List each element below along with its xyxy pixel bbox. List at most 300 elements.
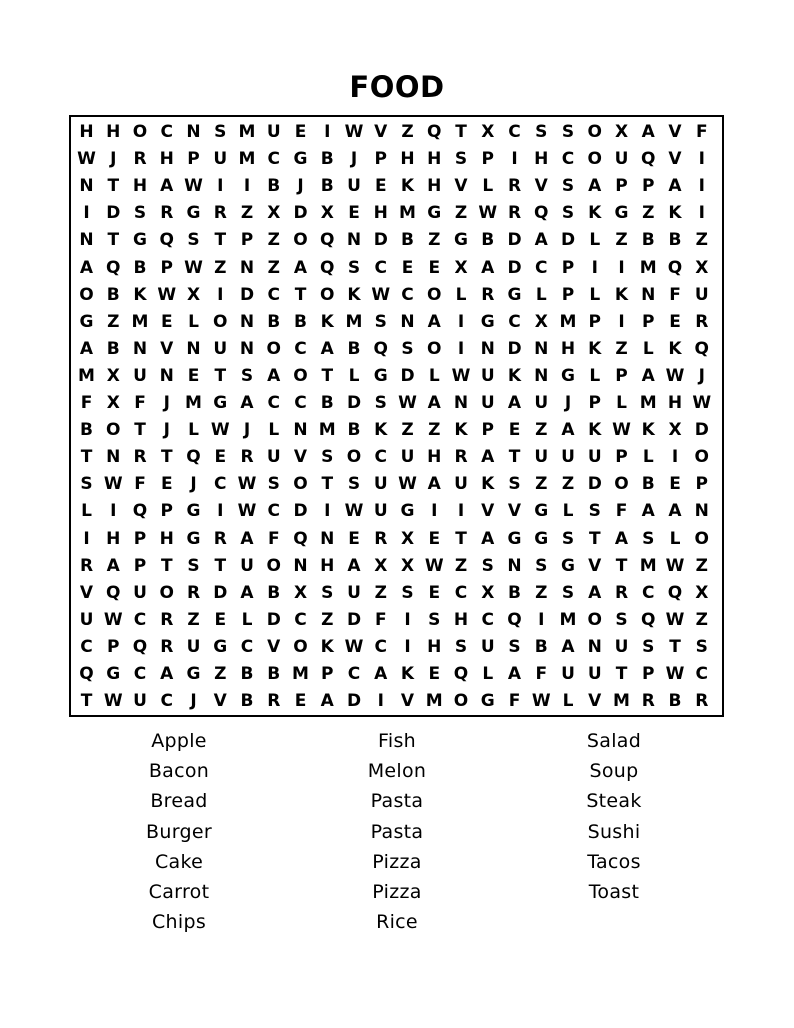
grid-letter[interactable]: U — [480, 393, 495, 413]
grid-letter[interactable]: I — [324, 122, 331, 142]
grid-letter[interactable]: O — [266, 338, 281, 359]
grid-letter[interactable]: A — [481, 257, 495, 278]
grid-letter[interactable]: E — [348, 528, 360, 549]
grid-letter[interactable]: Z — [267, 230, 280, 251]
grid-letter[interactable]: G — [427, 203, 442, 224]
grid-letter[interactable]: F — [134, 393, 146, 413]
grid-letter[interactable]: K — [400, 176, 415, 197]
grid-letter[interactable]: B — [668, 230, 682, 251]
grid-letter[interactable]: S — [561, 203, 575, 224]
grid-letter[interactable]: Z — [615, 230, 628, 251]
grid-letter[interactable]: A — [240, 528, 254, 549]
grid-letter[interactable]: U — [186, 636, 201, 657]
grid-letter[interactable]: U — [480, 636, 495, 657]
grid-letter[interactable]: B — [80, 420, 93, 441]
grid-letter[interactable]: Z — [107, 311, 120, 332]
grid-letter[interactable]: E — [160, 474, 173, 495]
grid-letter[interactable]: U — [694, 284, 709, 305]
grid-letter[interactable]: Z — [428, 420, 441, 441]
grid-letter[interactable]: D — [560, 230, 576, 251]
grid-letter[interactable]: O — [293, 230, 308, 251]
grid-letter[interactable]: Q — [79, 664, 94, 684]
grid-letter[interactable]: A — [507, 393, 522, 413]
grid-letter[interactable]: B — [320, 393, 334, 413]
grid-letter[interactable]: O — [694, 447, 709, 468]
grid-letter[interactable]: M — [292, 664, 309, 684]
grid-letter[interactable]: B — [106, 284, 120, 305]
grid-letter[interactable]: E — [294, 122, 307, 142]
grid-letter[interactable]: Z — [214, 664, 227, 684]
grid-letter[interactable]: Z — [535, 474, 548, 495]
grid-letter[interactable]: G — [373, 365, 388, 386]
grid-letter[interactable]: C — [267, 393, 280, 413]
grid-letter[interactable]: A — [481, 528, 495, 549]
grid-letter[interactable]: S — [508, 636, 521, 657]
grid-letter[interactable]: R — [507, 203, 522, 224]
grid-letter[interactable]: E — [348, 203, 360, 224]
grid-letter[interactable]: W — [692, 393, 712, 413]
grid-letter[interactable]: N — [346, 230, 362, 251]
grid-letter[interactable]: D — [266, 609, 281, 630]
grid-letter[interactable]: I — [511, 149, 518, 170]
grid-letter[interactable]: P — [642, 664, 655, 684]
grid-letter[interactable]: L — [81, 501, 92, 522]
grid-letter[interactable]: V — [454, 176, 468, 197]
grid-letter[interactable]: K — [347, 284, 361, 305]
grid-letter[interactable]: O — [293, 365, 308, 386]
grid-letter[interactable]: S — [615, 609, 628, 630]
grid-letter[interactable]: G — [561, 555, 575, 576]
grid-letter[interactable]: R — [213, 203, 227, 224]
grid-letter[interactable]: X — [454, 257, 468, 278]
grid-letter[interactable]: O — [346, 447, 362, 468]
grid-letter[interactable]: D — [400, 365, 415, 386]
grid-letter[interactable]: C — [561, 149, 575, 170]
grid-letter[interactable]: P — [561, 257, 575, 278]
grid-letter[interactable]: V — [588, 555, 602, 576]
grid-letter[interactable]: O — [293, 636, 308, 657]
grid-letter[interactable]: Z — [187, 609, 200, 630]
grid-letter[interactable]: D — [694, 420, 709, 441]
grid-letter[interactable]: D — [373, 230, 388, 251]
grid-letter[interactable]: L — [535, 284, 547, 305]
grid-letter[interactable]: S — [535, 122, 548, 142]
grid-letter[interactable]: I — [618, 311, 625, 332]
grid-letter[interactable]: Q — [507, 609, 522, 630]
grid-letter[interactable]: P — [481, 149, 494, 170]
grid-letter[interactable]: B — [267, 664, 281, 684]
grid-letter[interactable]: B — [267, 311, 281, 332]
grid-letter[interactable]: S — [374, 393, 387, 413]
grid-letter[interactable]: X — [106, 393, 120, 413]
grid-letter[interactable]: S — [481, 555, 494, 576]
grid-letter[interactable]: G — [133, 230, 147, 251]
grid-letter[interactable]: U — [133, 691, 147, 712]
grid-letter[interactable]: E — [669, 311, 681, 332]
grid-letter[interactable]: L — [428, 365, 440, 386]
grid-letter[interactable]: D — [346, 393, 362, 413]
grid-letter[interactable]: R — [454, 447, 468, 468]
grid-letter[interactable]: X — [668, 420, 682, 441]
grid-letter[interactable]: M — [238, 149, 256, 170]
grid-letter[interactable]: Q — [132, 636, 148, 657]
grid-letter[interactable]: W — [531, 691, 551, 712]
grid-letter[interactable]: A — [79, 257, 94, 278]
grid-letter[interactable]: U — [347, 176, 361, 197]
grid-letter[interactable]: U — [480, 365, 495, 386]
grid-letter[interactable]: P — [561, 284, 575, 305]
grid-letter[interactable]: X — [374, 555, 388, 576]
grid-letter[interactable]: X — [186, 284, 201, 305]
grid-letter[interactable]: H — [159, 528, 174, 549]
grid-letter[interactable]: R — [695, 311, 709, 332]
grid-letter[interactable]: A — [240, 582, 254, 603]
grid-letter[interactable]: R — [507, 176, 522, 197]
grid-letter[interactable]: W — [371, 284, 391, 305]
grid-letter[interactable]: J — [297, 176, 304, 197]
grid-letter[interactable]: X — [106, 365, 120, 386]
grid-letter[interactable]: S — [374, 311, 387, 332]
grid-letter[interactable]: Z — [401, 122, 414, 142]
grid-letter[interactable]: W — [210, 420, 230, 441]
grid-letter[interactable]: J — [350, 149, 358, 170]
grid-letter[interactable]: R — [213, 528, 227, 549]
grid-letter[interactable]: H — [159, 149, 174, 170]
grid-letter[interactable]: A — [534, 230, 548, 251]
grid-letter[interactable]: A — [641, 122, 655, 142]
grid-letter[interactable]: B — [347, 420, 361, 441]
grid-letter[interactable]: K — [668, 338, 682, 359]
grid-letter[interactable]: D — [587, 474, 602, 495]
grid-letter[interactable]: O — [587, 609, 602, 630]
grid-letter[interactable]: H — [427, 636, 442, 657]
grid-letter[interactable]: Z — [454, 203, 468, 224]
grid-letter[interactable]: E — [214, 447, 227, 468]
grid-letter[interactable]: A — [240, 393, 254, 413]
grid-letter[interactable]: U — [454, 474, 468, 495]
grid-letter[interactable]: H — [534, 149, 549, 170]
grid-letter[interactable]: P — [321, 664, 334, 684]
grid-letter[interactable]: L — [268, 420, 280, 441]
grid-letter[interactable]: C — [481, 609, 494, 630]
grid-letter[interactable]: W — [665, 664, 685, 684]
grid-letter[interactable]: I — [324, 501, 331, 522]
grid-letter[interactable]: S — [133, 203, 147, 224]
grid-letter[interactable]: F — [669, 284, 681, 305]
grid-letter[interactable]: B — [641, 474, 655, 495]
grid-letter[interactable]: X — [481, 122, 495, 142]
grid-letter[interactable]: N — [132, 338, 148, 359]
grid-letter[interactable]: M — [613, 691, 630, 712]
grid-letter[interactable]: P — [240, 230, 254, 251]
grid-letter[interactable]: P — [187, 149, 200, 170]
grid-letter[interactable]: S — [508, 474, 521, 495]
grid-letter[interactable]: Q — [427, 122, 442, 142]
grid-letter[interactable]: U — [400, 447, 415, 468]
grid-letter[interactable]: H — [320, 555, 335, 576]
grid-letter[interactable]: D — [507, 338, 522, 359]
grid-letter[interactable]: E — [374, 176, 387, 197]
grid-letter[interactable]: R — [374, 528, 388, 549]
grid-letter[interactable]: J — [564, 393, 572, 413]
grid-letter[interactable]: Q — [694, 338, 709, 359]
grid-letter[interactable]: A — [588, 176, 602, 197]
grid-letter[interactable]: A — [561, 636, 575, 657]
grid-letter[interactable]: G — [454, 230, 468, 251]
grid-letter[interactable]: C — [294, 338, 307, 359]
grid-letter[interactable]: P — [160, 501, 173, 522]
grid-letter[interactable]: T — [107, 176, 120, 197]
grid-letter[interactable]: U — [240, 555, 254, 576]
grid-letter[interactable]: W — [478, 203, 498, 224]
grid-letter[interactable]: U — [133, 365, 147, 386]
grid-letter[interactable]: T — [214, 230, 227, 251]
grid-letter[interactable]: Q — [320, 257, 335, 278]
grid-letter[interactable]: C — [160, 691, 173, 712]
grid-letter[interactable]: O — [587, 122, 602, 142]
grid-letter[interactable]: P — [374, 149, 387, 170]
grid-letter[interactable]: U — [614, 149, 629, 170]
grid-letter[interactable]: Z — [401, 420, 414, 441]
grid-letter[interactable]: I — [538, 609, 545, 630]
grid-letter[interactable]: V — [160, 338, 174, 359]
grid-letter[interactable]: Q — [453, 664, 469, 684]
grid-letter[interactable]: G — [186, 501, 201, 522]
grid-letter[interactable]: C — [294, 393, 307, 413]
grid-letter[interactable]: I — [698, 176, 705, 197]
grid-letter[interactable]: A — [160, 176, 174, 197]
grid-letter[interactable]: W — [451, 365, 471, 386]
grid-letter[interactable]: C — [508, 122, 521, 142]
grid-letter[interactable]: T — [107, 230, 120, 251]
grid-letter[interactable]: R — [267, 691, 281, 712]
grid-letter[interactable]: E — [428, 528, 441, 549]
grid-letter[interactable]: Q — [106, 582, 121, 603]
grid-letter[interactable]: U — [534, 447, 549, 468]
grid-letter[interactable]: S — [347, 257, 361, 278]
grid-letter[interactable]: F — [374, 609, 387, 630]
grid-letter[interactable]: S — [401, 338, 414, 359]
grid-letter[interactable]: U — [266, 447, 281, 468]
grid-letter[interactable]: R — [481, 284, 495, 305]
grid-letter[interactable]: C — [454, 582, 468, 603]
grid-letter[interactable]: X — [400, 555, 415, 576]
grid-letter[interactable]: S — [454, 149, 468, 170]
grid-letter[interactable]: O — [694, 528, 709, 549]
grid-letter[interactable]: T — [321, 474, 334, 495]
grid-letter[interactable]: H — [667, 393, 683, 413]
grid-letter[interactable]: I — [217, 176, 224, 197]
grid-letter[interactable]: M — [639, 555, 657, 576]
grid-letter[interactable]: Q — [667, 582, 683, 603]
grid-letter[interactable]: N — [641, 284, 656, 305]
grid-letter[interactable]: V — [668, 149, 682, 170]
grid-letter[interactable]: E — [160, 311, 173, 332]
grid-letter[interactable]: R — [160, 609, 174, 630]
grid-letter[interactable]: U — [266, 122, 281, 142]
grid-letter[interactable]: X — [400, 528, 415, 549]
grid-letter[interactable]: F — [695, 122, 708, 142]
grid-letter[interactable]: U — [561, 664, 575, 684]
grid-letter[interactable]: W — [665, 555, 685, 576]
grid-letter[interactable]: U — [213, 338, 228, 359]
grid-letter[interactable]: N — [293, 555, 308, 576]
grid-letter[interactable]: K — [454, 420, 468, 441]
grid-letter[interactable]: V — [481, 501, 495, 522]
grid-letter[interactable]: B — [401, 230, 414, 251]
grid-letter[interactable]: G — [293, 149, 308, 170]
grid-letter[interactable]: L — [562, 691, 574, 712]
grid-letter[interactable]: V — [534, 176, 548, 197]
grid-letter[interactable]: T — [214, 365, 227, 386]
grid-letter[interactable]: O — [614, 474, 629, 495]
grid-letter[interactable]: H — [427, 176, 442, 197]
grid-letter[interactable]: Q — [667, 257, 683, 278]
grid-letter[interactable]: O — [453, 691, 469, 712]
grid-letter[interactable]: E — [508, 420, 521, 441]
grid-letter[interactable]: J — [163, 420, 170, 441]
grid-letter[interactable]: Z — [374, 582, 387, 603]
grid-letter[interactable]: T — [80, 691, 93, 712]
grid-letter[interactable]: F — [535, 664, 548, 684]
grid-letter[interactable]: T — [160, 555, 173, 576]
grid-letter[interactable]: I — [243, 176, 251, 197]
grid-letter[interactable]: P — [642, 311, 655, 332]
grid-letter[interactable]: L — [589, 230, 601, 251]
grid-letter[interactable]: K — [641, 420, 655, 441]
grid-letter[interactable]: I — [457, 311, 465, 332]
grid-letter[interactable]: W — [103, 691, 123, 712]
grid-letter[interactable]: B — [668, 691, 682, 712]
grid-letter[interactable]: K — [400, 664, 415, 684]
grid-letter[interactable]: L — [188, 311, 199, 332]
grid-letter[interactable]: Q — [534, 203, 549, 224]
grid-letter[interactable]: C — [267, 149, 280, 170]
grid-letter[interactable]: H — [106, 122, 121, 142]
grid-letter[interactable]: K — [374, 420, 388, 441]
grid-letter[interactable]: X — [320, 203, 334, 224]
grid-letter[interactable]: N — [293, 420, 308, 441]
grid-letter[interactable]: J — [243, 420, 251, 441]
grid-letter[interactable]: N — [453, 393, 469, 413]
grid-letter[interactable]: Z — [535, 582, 548, 603]
grid-letter[interactable]: P — [642, 176, 655, 197]
grid-letter[interactable]: T — [214, 555, 227, 576]
grid-letter[interactable]: L — [241, 609, 253, 630]
grid-letter[interactable]: P — [615, 365, 628, 386]
grid-letter[interactable]: P — [615, 176, 628, 197]
grid-letter[interactable]: M — [559, 311, 577, 332]
grid-letter[interactable]: C — [214, 474, 227, 495]
grid-letter[interactable]: P — [133, 528, 147, 549]
grid-letter[interactable]: C — [133, 664, 147, 684]
grid-letter[interactable]: W — [103, 474, 123, 495]
grid-letter[interactable]: H — [400, 149, 415, 170]
grid-letter[interactable]: V — [267, 636, 281, 657]
grid-letter[interactable]: N — [79, 230, 94, 251]
grid-letter[interactable]: H — [560, 338, 576, 359]
grid-letter[interactable]: V — [79, 582, 94, 603]
grid-letter[interactable]: M — [399, 203, 416, 224]
grid-letter[interactable]: A — [320, 691, 334, 712]
grid-letter[interactable]: H — [132, 176, 148, 197]
grid-letter[interactable]: X — [293, 582, 308, 603]
grid-letter[interactable]: Z — [561, 474, 575, 495]
grid-letter[interactable]: W — [344, 636, 364, 657]
grid-letter[interactable]: A — [614, 528, 629, 549]
grid-letter[interactable]: U — [133, 582, 147, 603]
grid-letter[interactable]: S — [240, 365, 254, 386]
grid-letter[interactable]: P — [695, 474, 708, 495]
grid-letter[interactable]: V — [668, 122, 682, 142]
grid-letter[interactable]: W — [665, 365, 685, 386]
grid-letter[interactable]: R — [641, 691, 655, 712]
grid-letter[interactable]: H — [79, 122, 94, 142]
grid-letter[interactable]: F — [80, 393, 93, 413]
grid-letter[interactable]: D — [239, 284, 255, 305]
grid-letter[interactable]: N — [186, 122, 201, 142]
grid-letter[interactable]: N — [507, 555, 522, 576]
grid-letter[interactable]: L — [562, 501, 574, 522]
grid-letter[interactable]: T — [80, 447, 93, 468]
grid-letter[interactable]: L — [642, 338, 654, 359]
grid-letter[interactable]: I — [671, 447, 679, 468]
grid-letter[interactable]: S — [535, 555, 548, 576]
grid-letter[interactable]: N — [159, 365, 174, 386]
grid-letter[interactable]: S — [80, 474, 93, 495]
grid-letter[interactable]: B — [534, 636, 548, 657]
grid-letter[interactable]: W — [77, 149, 96, 170]
grid-letter[interactable]: Q — [641, 149, 656, 170]
grid-letter[interactable]: S — [214, 122, 227, 142]
grid-letter[interactable]: C — [294, 609, 307, 630]
grid-letter[interactable]: F — [508, 691, 521, 712]
grid-letter[interactable]: A — [481, 447, 495, 468]
grid-letter[interactable]: B — [240, 664, 254, 684]
grid-letter[interactable]: T — [321, 365, 334, 386]
grid-letter[interactable]: P — [588, 393, 601, 413]
grid-letter[interactable]: Z — [695, 230, 708, 251]
grid-letter[interactable]: D — [213, 582, 228, 603]
grid-letter[interactable]: L — [669, 528, 681, 549]
grid-letter[interactable]: M — [345, 311, 363, 332]
grid-letter[interactable]: S — [321, 447, 334, 468]
grid-letter[interactable]: L — [482, 664, 494, 684]
grid-letter[interactable]: W — [344, 122, 364, 142]
grid-letter[interactable]: A — [641, 365, 655, 386]
grid-letter[interactable]: G — [507, 284, 522, 305]
grid-letter[interactable]: W — [398, 474, 417, 495]
grid-letter[interactable]: N — [587, 636, 602, 657]
grid-letter[interactable]: N — [186, 338, 201, 359]
grid-letter[interactable]: A — [668, 501, 682, 522]
grid-letter[interactable]: D — [507, 257, 522, 278]
grid-letter[interactable]: J — [698, 365, 705, 386]
grid-letter[interactable]: I — [217, 284, 224, 305]
grid-letter[interactable]: G — [507, 528, 522, 549]
grid-letter[interactable]: T — [455, 528, 467, 549]
grid-letter[interactable]: X — [481, 582, 495, 603]
grid-letter[interactable]: A — [427, 393, 441, 413]
grid-letter[interactable]: G — [534, 528, 549, 549]
grid-letter[interactable]: X — [695, 582, 709, 603]
grid-letter[interactable]: H — [427, 447, 442, 468]
grid-letter[interactable]: C — [642, 582, 655, 603]
grid-letter[interactable]: E — [428, 664, 441, 684]
grid-letter[interactable]: S — [401, 582, 414, 603]
grid-letter[interactable]: L — [188, 420, 199, 441]
grid-letter[interactable]: U — [373, 501, 388, 522]
